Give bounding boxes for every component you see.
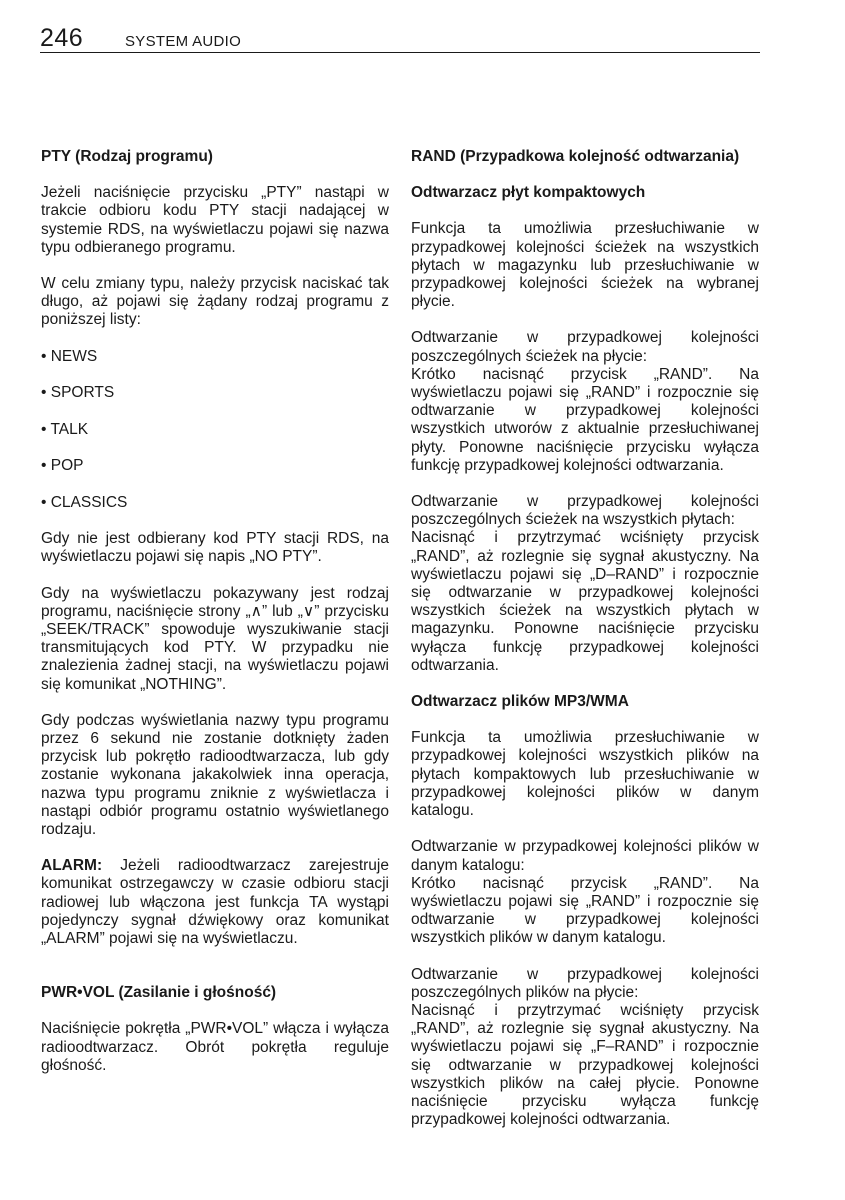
cd-rand-all-discs-title: Odtwarzanie w przypadkowej kolejności poszczególnych ścieżek na wszystkich płytach: xyxy=(411,493,759,529)
cd-rand-single-disc xyxy=(411,329,759,475)
cd-rand-all-discs-text: Nacisnąć i przytrzymać wciśnięty przycisk „RAND”, aż rozlegnie się sygnał akustyczny. Na wyświetlaczu pojawi się „D–RAND” i rozpocznie się odtwarzanie w przypadkowej kolejności wszystkich ścieżek na wszystkich płytach w magazynku. Ponowne naciśnięcie przycisku wyłącza funkcję przypadkowej kolejności odtwarzania. xyxy=(411,529,759,674)
list-item-sports: • SPORTS xyxy=(41,384,115,402)
mp3-rand-paragraph: Funkcja ta umożliwia przesłuchiwanie w przypadkowej kolejności wszystkich plików na płytach kompaktowych lub przesłuchiwanie w przypadkowej kolejności plików w danym katalogu. xyxy=(411,729,759,820)
mp3-rand-disc-text: Nacisnąć i przytrzymać wciśnięty przycisk „RAND”, aż rozlegnie się sygnał akustyczny. Na wyświetlaczu pojawi się „F–RAND” i rozpocznie się odtwarzanie w przypadkowej kolejności wszystkich plików na całej płycie. Ponowne naciśnięcie przycisku wyłącza funkcję przypadkowej kolejności odtwarzania. xyxy=(411,1001,759,1129)
section-title: SYSTEM AUDIO xyxy=(125,33,242,50)
seek-track-paragraph: Gdy na wyświetlaczu pokazywany jest rodzaj programu, naciśnięcie strony „∧” lub „∨” przycisku „SEEK/TRACK” spowoduje wyszukiwanie stacji transmitujących kod PTY. W przypadku nie znalezienia żadnej stacji, na wyświetlaczu pojawi się komunikat „NOTHING”. xyxy=(41,584,389,693)
cd-rand-single-disc-text: Krótko nacisnąć przycisk „RAND”. Na wyświetlaczu pojawi się „RAND” i rozpocznie się odtwarzanie w przypadkowej kolejności wszystkich utworów z aktualnie przesłuchiwanej płyty. Ponowne naciśnięcie przycisku wyłącza funkcję przypadkowej kolejności odtwarzania. xyxy=(411,365,759,474)
no-pty-paragraph: Gdy nie jest odbierany kod PTY stacji RDS, na wyświetlaczu pojawi się napis „NO PTY”. xyxy=(41,530,389,566)
mp3-rand-folder-title: Odtwarzanie w przypadkowej kolejności plików w danym katalogu: xyxy=(411,838,759,874)
alarm-paragraph xyxy=(41,857,389,948)
cd-player-heading: Odtwarzacz płyt kompaktowych xyxy=(411,184,646,202)
mp3-rand-folder xyxy=(411,838,759,947)
mp3-rand-folder-text: Krótko nacisnąć przycisk „RAND”. Na wyświetlaczu pojawi się „RAND” i rozpocznie się odtwarzanie w przypadkowej kolejności wszystkich plików w danym katalogu. xyxy=(411,874,759,947)
pty-paragraph-2: W celu zmiany typu, należy przycisk naciskać tak długo, aż pojawi się żądany rodzaj programu z poniższej listy: xyxy=(41,275,389,329)
right-column xyxy=(411,148,759,1147)
alarm-text: Jeżeli radioodtwarzacz zarejestruje komunikat ostrzegawczy w czasie odbioru stacji radiowej lub włączona jest funkcja TA wystąpi pojedynczy sygnał dźwiękowy oraz komunikat „ALARM” pojawi się na wyświetlaczu. xyxy=(41,857,389,947)
pwr-vol-paragraph: Naciśnięcie pokrętła „PWR•VOL” włącza i wyłącza radioodtwarzacz. Obrót pokrętła reguluje głośność. xyxy=(41,1020,389,1074)
rand-heading: RAND (Przypadkowa kolejność odtwarzania) xyxy=(411,148,740,165)
timeout-paragraph: Gdy podczas wyświetlania nazwy typu programu przez 6 sekund nie zostanie dotknięty żaden przycisk lub pokrętło radioodtwarzacza, lub gdy zostanie wykonana jakakolwiek inna operacja, nazwa typu programu zniknie z wyświetlacza i nastąpi odbiór programu ostatnio wyświetlanego rodzaju. xyxy=(41,711,389,838)
pwr-vol-heading: PWR•VOL (Zasilanie i głośność) xyxy=(41,984,277,1002)
mp3-wma-heading: Odtwarzacz plików MP3/WMA xyxy=(411,693,629,711)
cd-rand-single-disc-title: Odtwarzanie w przypadkowej kolejności poszczególnych ścieżek na płycie: xyxy=(411,329,759,365)
list-item-news: • NEWS xyxy=(41,347,98,365)
page-number: 246 xyxy=(40,24,84,52)
alarm-label: ALARM: xyxy=(41,857,103,875)
pty-paragraph-1: Jeżeli naciśnięcie przycisku „PTY” nastąpi w trakcie odbioru kodu PTY stacji nadającej w systemie RDS, na wyświetlaczu pojawi się nazwa typu odbieranego programu. xyxy=(41,184,389,256)
left-column xyxy=(41,148,389,1093)
cd-rand-paragraph: Funkcja ta umożliwia przesłuchiwanie w przypadkowej kolejności ścieżek na wszystkich płytach w magazynku lub przesłuchiwanie w przypadkowej kolejności ścieżek na wybranej płycie. xyxy=(411,220,759,311)
list-item-pop: • POP xyxy=(41,457,84,475)
mp3-rand-disc-title: Odtwarzanie w przypadkowej kolejności poszczególnych plików na płycie: xyxy=(411,965,759,1001)
cd-rand-all-discs xyxy=(411,493,759,675)
page-header xyxy=(40,24,760,53)
pty-heading: PTY (Rodzaj programu) xyxy=(41,148,213,165)
mp3-rand-disc xyxy=(411,966,759,1130)
list-item-classics: • CLASSICS xyxy=(41,493,128,511)
list-item-talk: • TALK xyxy=(41,420,89,438)
